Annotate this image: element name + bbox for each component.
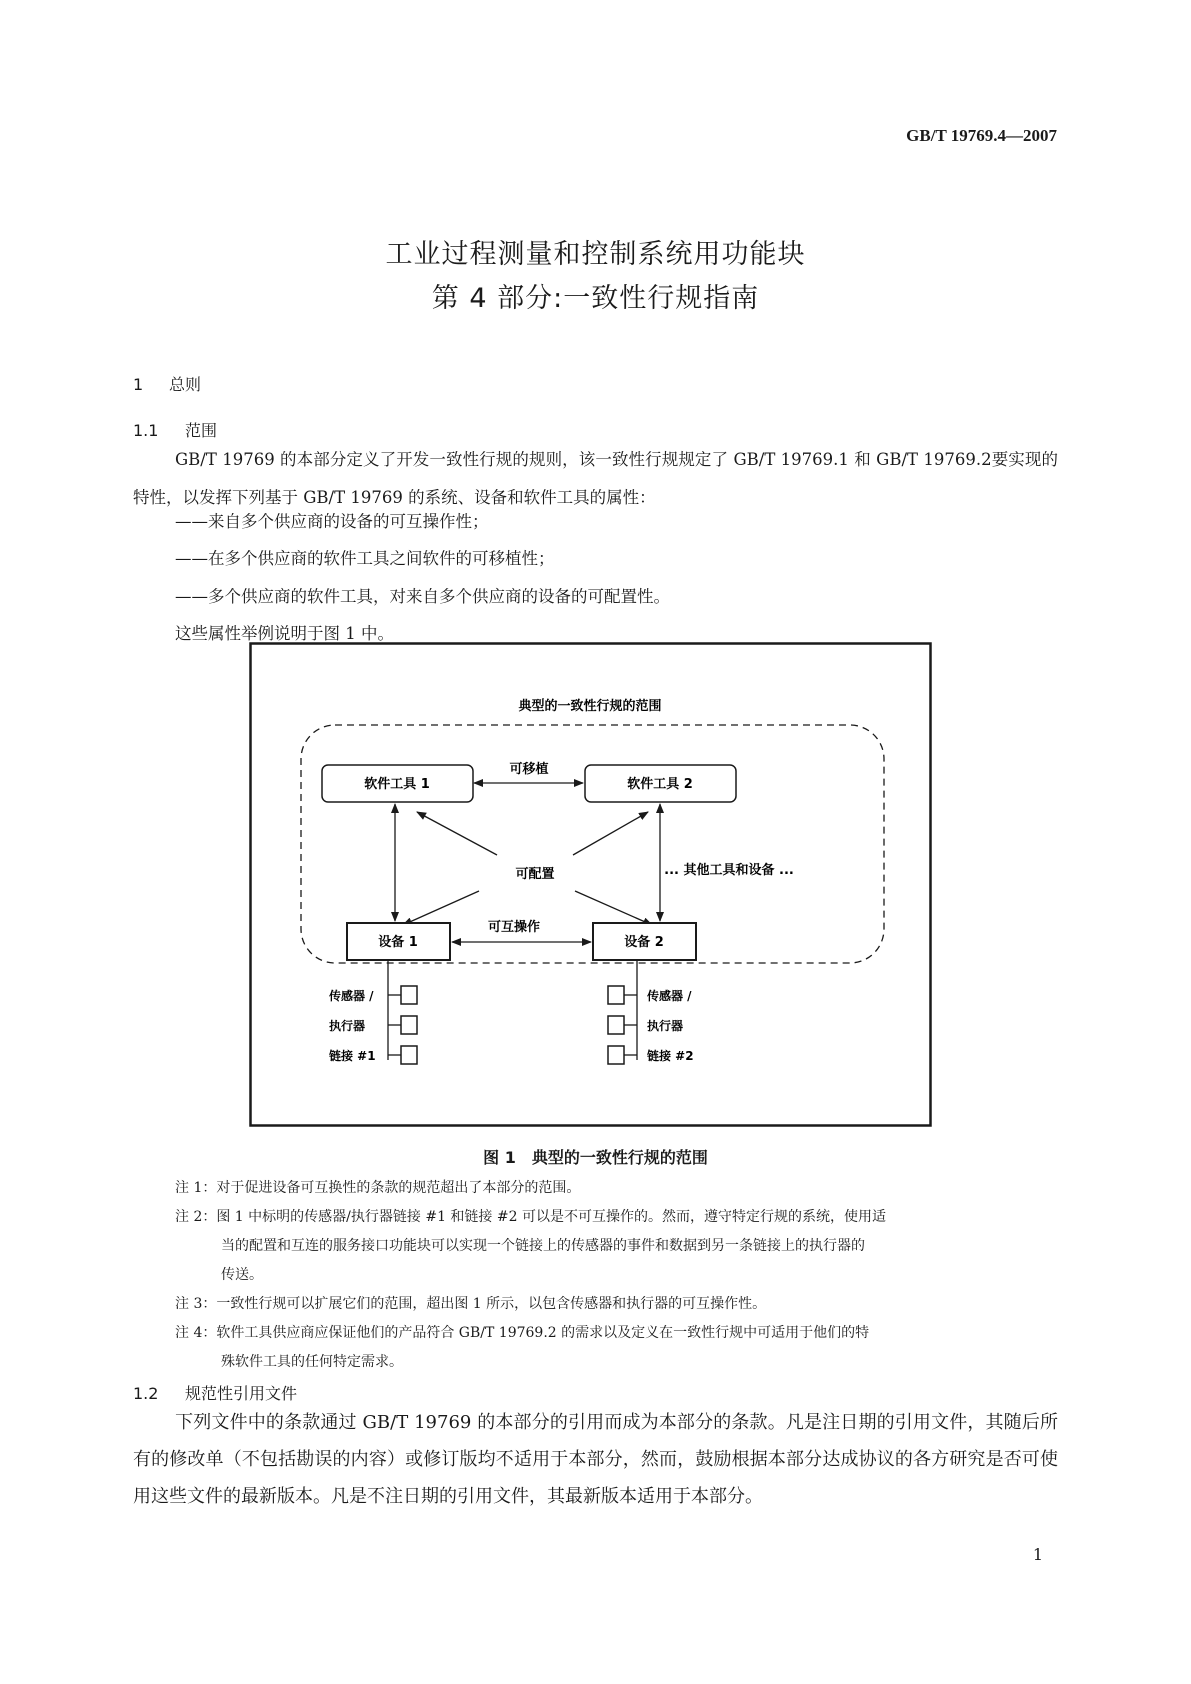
section-1-heading — [133, 372, 201, 395]
link-2-node — [608, 1016, 624, 1034]
section-title: 总则 — [169, 375, 202, 394]
scope-paragraph-2: 这些属性举例说明于图 1 中。 — [175, 624, 394, 643]
section-1-1-heading — [133, 418, 217, 441]
note-text: 对于促进设备可互换性的条款的规范超出了本部分的范围。 — [216, 1180, 581, 1196]
portable-label: 可移植 — [509, 762, 549, 777]
note-label: 注 4： — [175, 1325, 217, 1341]
configurable-label: 可配置 — [515, 867, 555, 882]
note-2-line-3: 传送。 — [221, 1267, 263, 1283]
link-2-label-link: 链接 #2 — [647, 1049, 694, 1063]
device-2-label: 设备 2 — [624, 935, 664, 950]
note-text: 一致性行规可以扩展它们的范围，超出图 1 所示，以包含传感器和执行器的可互操作性。 — [216, 1296, 767, 1312]
references-paragraph — [133, 1404, 1058, 1515]
interoperable-label: 可互操作 — [487, 920, 541, 935]
scope-list-item: ——来自多个供应商的设备的可互操作性； — [175, 512, 489, 531]
note-text: 图 1 中标明的传感器/执行器链接 #1 和链接 #2 可以是不可互操作的。然而，遵守特定行规的系统，使用适 — [216, 1209, 886, 1225]
section-title: 规范性引用文件 — [185, 1384, 298, 1403]
document-subtitle: 第 4 部分:一致性行规指南 — [431, 283, 760, 314]
link-1-label-link: 链接 #1 — [329, 1049, 376, 1063]
figure-1-diagram — [249, 642, 932, 1127]
software-tool-2-label: 软件工具 2 — [627, 777, 693, 792]
scope-label: 典型的一致性行规的范围 — [518, 699, 662, 714]
note-label: 注 2： — [175, 1209, 217, 1225]
note-label: 注 1： — [175, 1180, 217, 1196]
scope-paragraph-text: GB/T 19769 的本部分定义了开发一致性行规的规则，该一致性行规规定了 GB/T 19769.1 和 GB/T 19769.2要实现的特性，以发挥下列基于 GB/T 19769 的系统、设备和软件工具的属性： — [133, 450, 1058, 507]
section-number: 1.2 — [133, 1384, 159, 1403]
note-4-line-2: 殊软件工具的任何特定需求。 — [221, 1354, 403, 1370]
section-1-2-heading — [133, 1381, 297, 1404]
config-arrow-device2 — [575, 891, 652, 925]
page-number: 1 — [1032, 1545, 1043, 1564]
note-2 — [175, 1204, 886, 1231]
link-2-label-actuator: 执行器 — [647, 1019, 684, 1033]
note-4 — [175, 1320, 869, 1347]
scope-list-item: ——在多个供应商的软件工具之间软件的可移植性； — [175, 549, 555, 568]
note-text: 软件工具供应商应保证他们的产品符合 GB/T 19769.2 的需求以及定义在一致性行规中可适用于他们的特 — [216, 1325, 870, 1341]
link-1-node — [401, 1046, 417, 1064]
link-1-node — [401, 1016, 417, 1034]
config-arrow-device1 — [403, 891, 479, 925]
section-number: 1 — [133, 375, 144, 394]
other-tools-label: ... 其他工具和设备 ... — [664, 863, 794, 878]
document-title: 工业过程测量和控制系统用功能块 — [385, 239, 806, 270]
standard-code: GB/T 19769.4—2007 — [906, 126, 1057, 145]
link-1-label-sensor: 传感器 / — [329, 989, 374, 1003]
figure-caption: 图 1 典型的一致性行规的范围 — [483, 1148, 708, 1167]
references-paragraph-text: 下列文件中的条款通过 GB/T 19769 的本部分的引用而成为本部分的条款。凡是注日期的引用文件，其随后所有的修改单（不包括勘误的内容）或修订版均不适用于本部分，然而，鼓励根据本部分达成协议的各方研究是否可使用这些文件的最新版本。凡是不注日期的引用文件，其最新版本适用于本部分。 — [133, 1412, 1058, 1507]
link-2-node — [608, 1046, 624, 1064]
link-1-label-actuator: 执行器 — [329, 1019, 366, 1033]
config-arrow-tool1 — [417, 812, 497, 855]
note-3 — [175, 1291, 766, 1318]
link-1-node — [401, 986, 417, 1004]
config-arrow-tool2 — [573, 812, 648, 855]
section-number: 1.1 — [133, 421, 159, 440]
link-2-label-sensor: 传感器 / — [647, 989, 692, 1003]
scope-paragraph — [133, 441, 1058, 516]
note-2-line-2: 当的配置和互连的服务接口功能块可以实现一个链接上的传感器的事件和数据到另一条链接上的执行器的 — [221, 1238, 865, 1254]
link-2-node — [608, 986, 624, 1004]
software-tool-1-label: 软件工具 1 — [364, 777, 430, 792]
note-1 — [175, 1175, 580, 1202]
section-title: 范围 — [185, 421, 218, 440]
note-label: 注 3： — [175, 1296, 217, 1312]
device-1-label: 设备 1 — [378, 935, 418, 950]
scope-list-item: ——多个供应商的软件工具，对来自多个供应商的设备的可配置性。 — [175, 587, 670, 606]
